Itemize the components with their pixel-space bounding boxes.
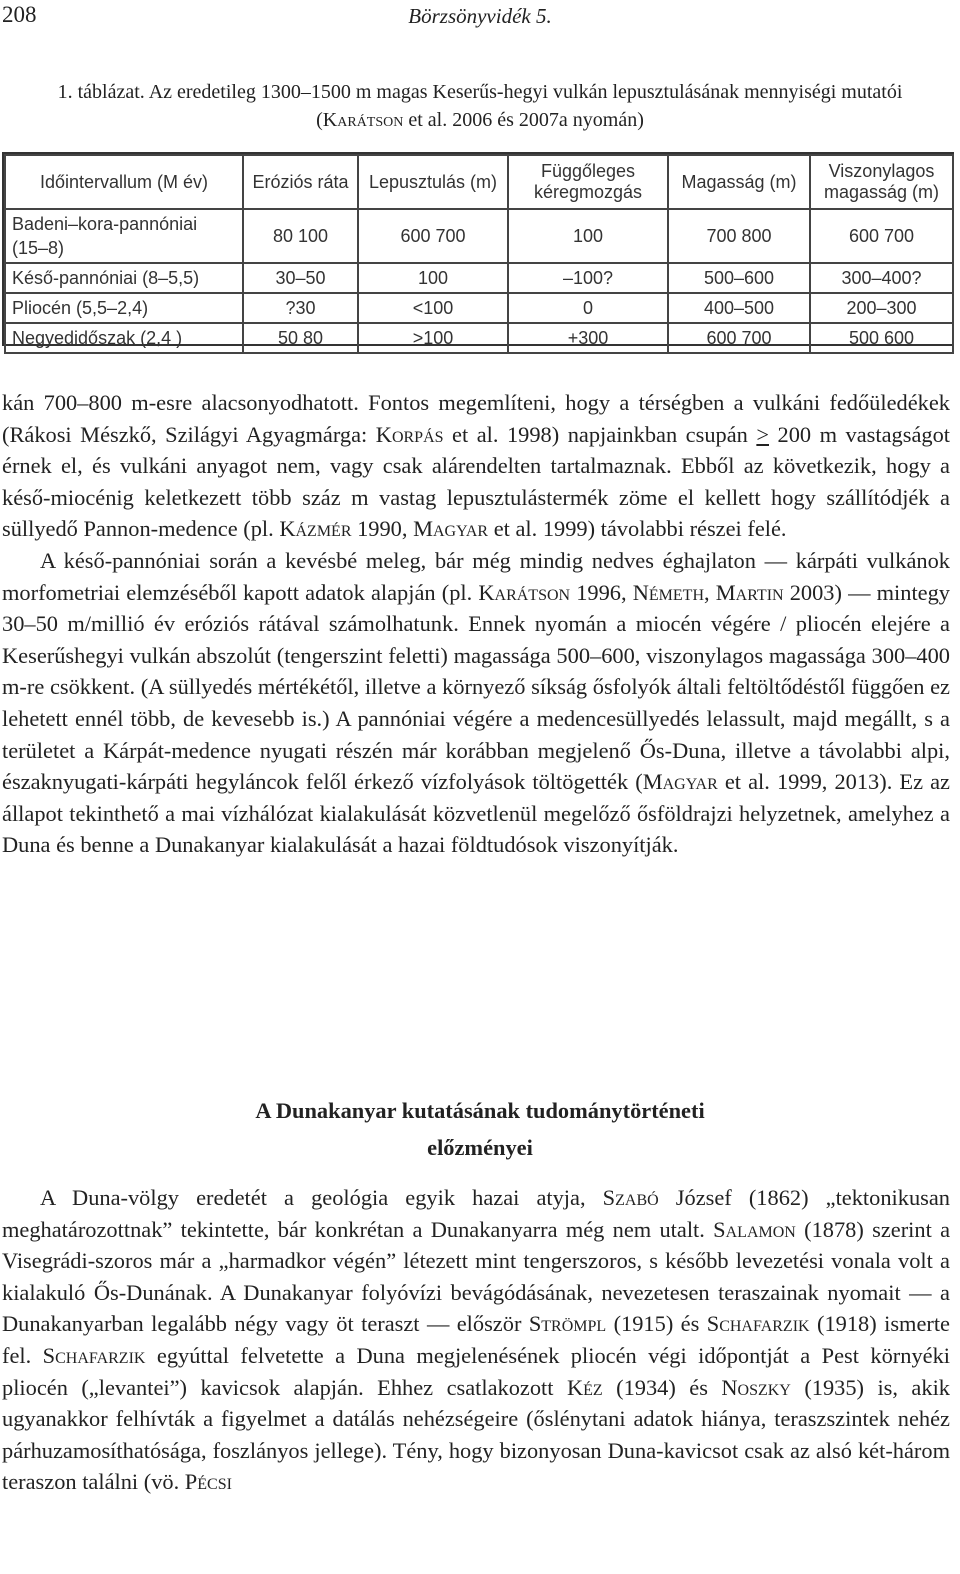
author-name: Schafarzik — [706, 1311, 810, 1337]
author-name: Karátson — [478, 579, 571, 605]
text-run: et al. 1999, 2013). Ez az állapot tekinthető a mai vízhálózat kialakulását közvetlenül megelőző ősföldrajzi helyzetnek, amelyhez a Duna és benne a Dunakanyar kialakulását a hazai földtudósok viszonyítják. — [2, 769, 950, 858]
caption-text: Az eredetileg 1300–1500 m magas Keserűs-hegyi vulkán lepusztulásának mennyiségi mutatói ( — [144, 81, 903, 131]
table-cell: 400–500 — [668, 293, 810, 323]
author-name: Salamon — [713, 1216, 796, 1242]
table-cell: 50 80 — [243, 323, 358, 353]
table-row — [5, 323, 953, 353]
table-cell: 30–50 — [243, 263, 358, 293]
text-run: et al. 1998) napjainkban csupán — [443, 421, 757, 447]
table-cell: 500–600 — [668, 263, 810, 293]
table-cell: <100 — [358, 293, 508, 323]
text-run: (1934) és — [602, 1374, 722, 1400]
erosion-table — [4, 154, 954, 354]
author-name: Strömpl — [528, 1311, 607, 1337]
table-cell: 100 — [508, 209, 668, 263]
table-cell: Badeni–kora-pannóniai (15–8) — [5, 209, 243, 263]
table-cell: 100 — [358, 263, 508, 293]
author-name: Kéz — [566, 1374, 603, 1400]
table-cell: 600 700 — [668, 323, 810, 353]
running-title: Börzsönyvidék 5. — [408, 4, 552, 28]
text-run: (1915) és — [606, 1311, 707, 1337]
section-heading — [0, 1092, 960, 1166]
author-name: Kázmér — [279, 516, 352, 542]
author-name: Korpás — [375, 421, 444, 447]
author-name: Magyar — [642, 769, 718, 795]
paragraph — [2, 1182, 950, 1498]
paragraph — [2, 545, 950, 861]
table-cell: 0 — [508, 293, 668, 323]
text-run: József (1862) „tektonikusan meghatározottnak” tekintette, bár konkrétan a Dunakanyarra még nem utalt. — [2, 1185, 950, 1242]
table-header-cell: Magasság (m) — [668, 155, 810, 209]
table-header-cell: Lepusztulás (m) — [358, 155, 508, 209]
text-run: 1990, — [351, 516, 414, 542]
caption-label: 1. táblázat. — [57, 81, 145, 103]
table-cell: Késő-pannóniai (8–5,5) — [5, 263, 243, 293]
table-header-cell: Függőleges kéregmozgás — [508, 155, 668, 209]
author-name: Magyar — [413, 516, 489, 542]
author-name: Pécsi — [184, 1469, 232, 1495]
text-run: egyúttal felvetette a Duna megjelenésének pliocén végi időpontját a Pest környéki pliocén („levantei”) kavicsok alapján. Ehhez csatlakozott — [2, 1342, 951, 1400]
table-cell: 700 800 — [668, 209, 810, 263]
table-header-cell: Eróziós ráta — [243, 155, 358, 209]
author-name: Szabó — [602, 1185, 659, 1210]
table-cell: 80 100 — [243, 209, 358, 263]
table-row — [5, 263, 953, 293]
table-cell: 500 600 — [810, 323, 953, 353]
text-run: 1996, — [570, 579, 633, 605]
author-name: Noszky — [721, 1374, 791, 1400]
table-cell: 600 700 — [358, 209, 508, 263]
table-cell: ?30 — [243, 293, 358, 323]
table-header-cell: Időintervallum (M év) — [5, 155, 243, 209]
table-cell: +300 — [508, 323, 668, 353]
table-caption — [20, 78, 940, 134]
caption-author: Karátson — [322, 109, 404, 131]
body-text-section-1 — [2, 387, 950, 861]
paragraph — [2, 387, 950, 545]
data-table-image — [2, 152, 954, 346]
text-run: (1878) szerint a Visegrádi-szoros már a „harmadkor végén” létezett mint tengerszoros, s később levezetési vonala volt a kialakuló Ős-Dunának. A Dunakanyar folyóvízi bevágódásának, nevezetesen teraszainak nyomait — a Dunakanyarban legalább négy vagy öt teraszt — először — [2, 1216, 951, 1337]
heading-line: előzményei — [427, 1135, 533, 1160]
page-header — [0, 0, 960, 36]
table-cell: Negyedidőszak (2,4 ) — [5, 323, 243, 353]
body-text-section-2 — [2, 1182, 950, 1498]
table-cell: >100 — [358, 323, 508, 353]
author-name: Schafarzik — [42, 1342, 146, 1368]
page-number: 208 — [2, 2, 37, 27]
table-cell: 200–300 — [810, 293, 953, 323]
table-cell: Pliocén (5,5–2,4) — [5, 293, 243, 323]
author-name: Martin — [715, 579, 784, 605]
text-run: kán 700–800 m-esre alacsonyodhatott. Fontos megemlíteni, hogy a térségben a vulkáni fedőüledékek (Rákosi Mészkő, Szilágyi Agyagmárga: — [2, 390, 950, 447]
text-run: et al. 1999) távolabbi részei felé. — [488, 516, 787, 542]
text-run: A késő-pannóniai során a kevésbé meleg, bár még mindig nedves éghajlaton — kárpáti vulkánok morfometriai elemzéséből kapott adatok alapján (pl. — [2, 547, 950, 605]
heading-line: A Dunakanyar kutatásának tudománytörténeti — [255, 1098, 705, 1123]
table-header-row — [5, 155, 953, 209]
text-run: 200 m vastagságot érnek el, és vulkáni anyagot nem, vagy csak alárendelten tartalmaznak. Ebből az következik, hogy a késő-miocénig keletkezett több száz m vastag lepusztulástermék zöme el kellett hogy szállítódjék a süllyedő Pannon-medence (pl. — [2, 421, 950, 542]
table-row — [5, 293, 953, 323]
caption-text-end: et al. 2006 és 2007a nyomán) — [403, 109, 644, 131]
table-cell: 600 700 — [810, 209, 953, 263]
text-run: 2003) — mintegy 30–50 m/millió év eróziós rátával számolhatunk. Ennek nyomán a miocén végére / pliocén elejére a Keserűshegyi vulkán abszolút (tengerszint feletti) magassága 500–600, viszonylagos magassága 300–400 m-re csökkent. (A süllyedés mértékétől, illetve a környező síkság ősfolyók általi feltöltődéstől függően ez lehetett ennél több, de kevesebb is.) A pannóniai végére a medencesüllyedés lelassult, majd megállt, s a területet a Kárpát-medence nyugati részén már korábban megjelenő Ős-Duna, illetve a távolabbi alpi, északnyugati-kárpáti hegyláncok felől érkező vízfolyások töltögették ( — [2, 579, 950, 795]
table-row — [5, 209, 953, 263]
text-run: A Duna-völgy eredetét a geológia egyik hazai atyja, — [40, 1185, 603, 1210]
table-header-cell: Viszonylagos magasság (m) — [810, 155, 953, 209]
text-run: (1918) ismerte fel. — [2, 1311, 950, 1368]
author-name: Németh — [632, 579, 705, 605]
table-cell: –100? — [508, 263, 668, 293]
text-run: (1935) is, akik ugyanakkor felhívták a figyelmet a datálás nehézségeire (őslénytani adatok hiánya, teraszszintek nehéz párhuzamosíthatósága, foszlányos jellege). Tény, hogy bizonyosan Duna-kavicsot csak az alsó két-három teraszon találni (vö. — [2, 1374, 950, 1495]
greater-equal-sign: > — [756, 421, 769, 447]
table-cell: 300–400? — [810, 263, 953, 293]
text-run: , — [704, 579, 716, 605]
